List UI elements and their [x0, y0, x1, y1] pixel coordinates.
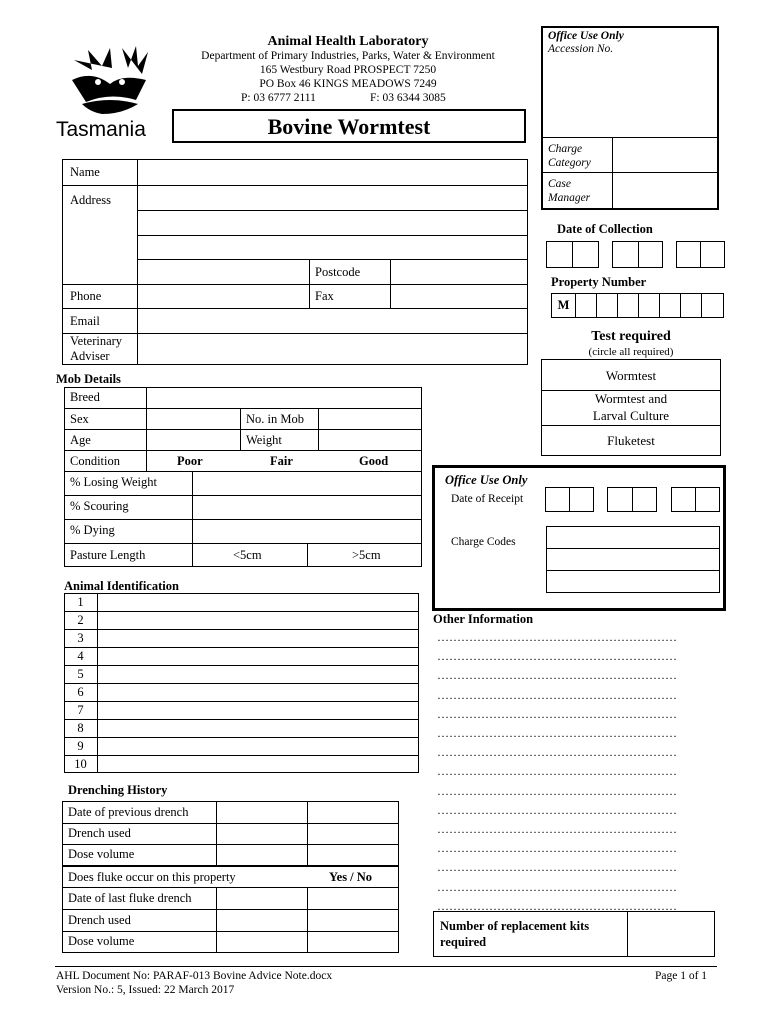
animal-id-number: 7	[77, 703, 84, 717]
condition-poor[interactable]: Poor	[177, 454, 203, 468]
weight-label: Weight	[246, 433, 282, 447]
sex-input[interactable]	[147, 409, 239, 428]
animal-id-number: 5	[77, 667, 84, 681]
other-info-line[interactable]: ……………………………………………………	[437, 802, 677, 817]
other-info-line[interactable]: ……………………………………………………	[437, 764, 677, 779]
pasture-lt5[interactable]: <5cm	[233, 548, 262, 562]
property-number-label: Property Number	[551, 275, 647, 289]
breed-input[interactable]	[147, 388, 421, 407]
weight-input[interactable]	[319, 430, 421, 449]
case-manager-label-2: Manager	[548, 192, 591, 204]
test-option-larval-2[interactable]: Larval Culture	[592, 408, 670, 423]
lab-name: Animal Health Laboratory	[267, 34, 429, 49]
age-input[interactable]	[147, 430, 239, 449]
fax-number: F: 03 6344 3085	[370, 92, 446, 104]
test-option-fluketest[interactable]: Fluketest	[607, 433, 655, 448]
other-info-title: Other Information	[433, 612, 534, 626]
previous-drench-input[interactable]	[217, 802, 306, 822]
dose-volume-label-2: Dose volume	[68, 934, 135, 948]
animal-id-input[interactable]	[98, 630, 418, 646]
animal-id-input[interactable]	[98, 594, 418, 610]
property-digit[interactable]	[701, 293, 724, 318]
animal-id-number: 8	[77, 721, 84, 735]
scouring-label: % Scouring	[70, 499, 129, 513]
no-in-mob-input[interactable]	[319, 409, 421, 428]
po-box: PO Box 46 KINGS MEADOWS 7249	[259, 78, 437, 90]
form-title: Bovine Wormtest	[267, 114, 431, 139]
other-info-line[interactable]: ……………………………………………………	[437, 649, 677, 664]
test-required-subtitle: (circle all required)	[588, 346, 674, 358]
department: Department of Primary Industries, Parks, Water & Environment	[201, 50, 495, 62]
animal-id-input[interactable]	[98, 666, 418, 682]
property-digit[interactable]	[575, 293, 597, 318]
vet-input[interactable]	[138, 334, 527, 364]
animal-id-number: 3	[77, 631, 84, 645]
date-year-2[interactable]	[700, 241, 725, 268]
postcode-label: Postcode	[315, 265, 361, 279]
accession-input[interactable]	[548, 58, 713, 136]
test-option-larval-1[interactable]: Wormtest and	[594, 391, 668, 406]
animal-id-input[interactable]	[98, 738, 418, 754]
drench-used-input-2[interactable]	[217, 910, 306, 930]
address-label: Address	[70, 193, 111, 207]
footer-version: Version No.: 5, Issued: 22 March 2017	[56, 984, 235, 996]
sex-label: Sex	[70, 412, 89, 426]
animal-id-number: 4	[77, 649, 84, 663]
date-day-1[interactable]	[546, 241, 573, 268]
date-day-2[interactable]	[572, 241, 599, 268]
receipt-month-2[interactable]	[632, 487, 657, 512]
dose-volume-input-1[interactable]	[217, 845, 306, 864]
accession-label: Accession No.	[548, 43, 614, 55]
receipt-year-2[interactable]	[695, 487, 720, 512]
replacement-kits-label-2: required	[440, 935, 487, 949]
property-digit[interactable]	[638, 293, 660, 318]
other-info-line[interactable]: ……………………………………………………	[437, 898, 677, 913]
date-month-2[interactable]	[638, 241, 663, 268]
pasture-length-label: Pasture Length	[70, 548, 146, 562]
test-required-title: Test required	[591, 329, 671, 344]
animal-id-number: 6	[77, 685, 84, 699]
charge-category-input[interactable]	[613, 138, 717, 171]
scouring-input[interactable]	[193, 496, 421, 518]
animal-id-title: Animal Identification	[64, 579, 179, 593]
drench-used-label-2: Drench used	[68, 913, 131, 927]
previous-drench-label: Date of previous drench	[68, 805, 189, 819]
case-manager-label-1: Case	[548, 178, 571, 190]
animal-id-number: 1	[77, 595, 84, 609]
property-digit[interactable]	[596, 293, 618, 318]
vet-label-2: Adviser	[70, 349, 110, 363]
condition-good[interactable]: Good	[359, 454, 389, 468]
receipt-day-1[interactable]	[545, 487, 570, 512]
receipt-day-2[interactable]	[569, 487, 594, 512]
property-prefix: M	[557, 298, 570, 312]
dose-volume-label-1: Dose volume	[68, 847, 135, 861]
other-info-line[interactable]: ……………………………………………………	[437, 822, 677, 836]
animal-id-input[interactable]	[98, 756, 418, 772]
property-digit[interactable]	[617, 293, 639, 318]
postcode-input[interactable]	[391, 260, 527, 283]
fluke-question-label: Does fluke occur on this property	[68, 870, 236, 884]
animal-id-number: 9	[77, 739, 84, 753]
property-prefix-box	[551, 293, 576, 318]
dying-label: % Dying	[70, 523, 115, 537]
office-use-title-mid: Office Use Only	[445, 473, 528, 487]
drenching-history-title: Drenching History	[68, 783, 168, 797]
mob-details-title: Mob Details	[56, 372, 121, 386]
fluke-yes-no[interactable]: Yes / No	[329, 870, 373, 884]
other-info-line[interactable]: ……………………………………………………	[437, 668, 677, 683]
footer-page: Page 1 of 1	[655, 970, 708, 982]
date-of-collection-label: Date of Collection	[557, 222, 653, 236]
form-title-box	[172, 109, 526, 143]
phone-input[interactable]	[138, 285, 308, 307]
tasmanian-tiger-logo-icon	[62, 40, 157, 120]
pasture-gt5[interactable]: >5cm	[352, 548, 381, 562]
animal-id-input[interactable]	[98, 702, 418, 718]
charge-code-input-3[interactable]	[547, 571, 719, 592]
other-info-line[interactable]: ……………………………………………………	[437, 745, 677, 760]
charge-category-label-1: Charge	[548, 143, 583, 155]
other-info-line[interactable]: ……………………………………………………	[437, 879, 677, 894]
charge-code-input-1[interactable]	[547, 527, 719, 547]
other-info-line[interactable]: ……………………………………………………	[437, 706, 677, 721]
replacement-kits-input[interactable]	[628, 912, 714, 956]
receipt-month-1[interactable]	[607, 487, 633, 512]
other-info-line[interactable]: ……………………………………………………	[437, 687, 677, 702]
name-label: Name	[70, 165, 100, 179]
replacement-kits-label-1: Number of replacement kits	[440, 919, 590, 933]
other-info-line[interactable]: ……………………………………………………	[437, 783, 677, 798]
dose-volume-input-2[interactable]	[217, 932, 306, 952]
charge-category-label-2: Category	[548, 157, 591, 169]
last-fluke-drench-input[interactable]	[217, 888, 306, 908]
email-label: Email	[70, 314, 100, 328]
email-input[interactable]	[138, 309, 527, 332]
charge-codes-label: Charge Codes	[451, 536, 516, 548]
animal-id-input[interactable]	[98, 720, 418, 736]
other-info-line[interactable]: ……………………………………………………	[437, 841, 677, 856]
breed-label: Breed	[70, 390, 100, 404]
other-info-line[interactable]: ……………………………………………………	[437, 860, 677, 875]
case-manager-input[interactable]	[613, 173, 717, 208]
property-digit[interactable]	[680, 293, 702, 318]
fax-label: Fax	[315, 289, 334, 303]
losing-weight-input[interactable]	[193, 472, 421, 494]
last-fluke-drench-label: Date of last fluke drench	[68, 891, 192, 905]
address-input-4[interactable]	[138, 260, 308, 283]
animal-id-number: 10	[74, 757, 87, 771]
no-in-mob-label: No. in Mob	[246, 412, 304, 426]
address-input-2[interactable]	[138, 211, 527, 234]
name-input[interactable]	[138, 160, 527, 184]
receipt-year-1[interactable]	[671, 487, 696, 512]
office-use-title: Office Use Only	[548, 30, 624, 42]
date-of-receipt-label: Date of Receipt	[451, 493, 524, 505]
date-month-1[interactable]	[612, 241, 639, 268]
test-option-wormtest[interactable]: Wormtest	[605, 368, 657, 383]
street-address: 165 Westbury Road PROSPECT 7250	[259, 64, 437, 76]
phone-label: Phone	[70, 289, 102, 303]
age-label: Age	[70, 433, 91, 447]
dying-input[interactable]	[193, 520, 421, 542]
animal-id-input[interactable]	[98, 612, 418, 628]
fax-input[interactable]	[391, 285, 527, 307]
animal-id-number: 2	[77, 613, 84, 627]
drench-used-input-1[interactable]	[217, 824, 306, 843]
date-year-1[interactable]	[676, 241, 701, 268]
drench-used-label-1: Drench used	[68, 826, 131, 840]
logo-text: Tasmania	[56, 118, 146, 141]
animal-id-input[interactable]	[98, 684, 418, 700]
charge-code-input-2[interactable]	[547, 549, 719, 569]
animal-id-input[interactable]	[98, 648, 418, 664]
property-digit[interactable]	[659, 293, 681, 318]
phone-number: P: 03 6777 2111	[241, 92, 316, 104]
vet-label-1: Veterinary	[70, 334, 123, 348]
other-info-line[interactable]: ……………………………………………………	[437, 630, 677, 644]
condition-fair[interactable]: Fair	[270, 454, 293, 468]
address-input-1[interactable]	[138, 186, 527, 209]
address-input-3[interactable]	[138, 236, 527, 258]
losing-weight-label: % Losing Weight	[70, 475, 157, 489]
footer-document-number: AHL Document No: PARAF-013 Bovine Advice Note.docx	[56, 970, 333, 982]
other-info-line[interactable]: ……………………………………………………	[437, 726, 677, 740]
condition-label: Condition	[70, 454, 121, 468]
